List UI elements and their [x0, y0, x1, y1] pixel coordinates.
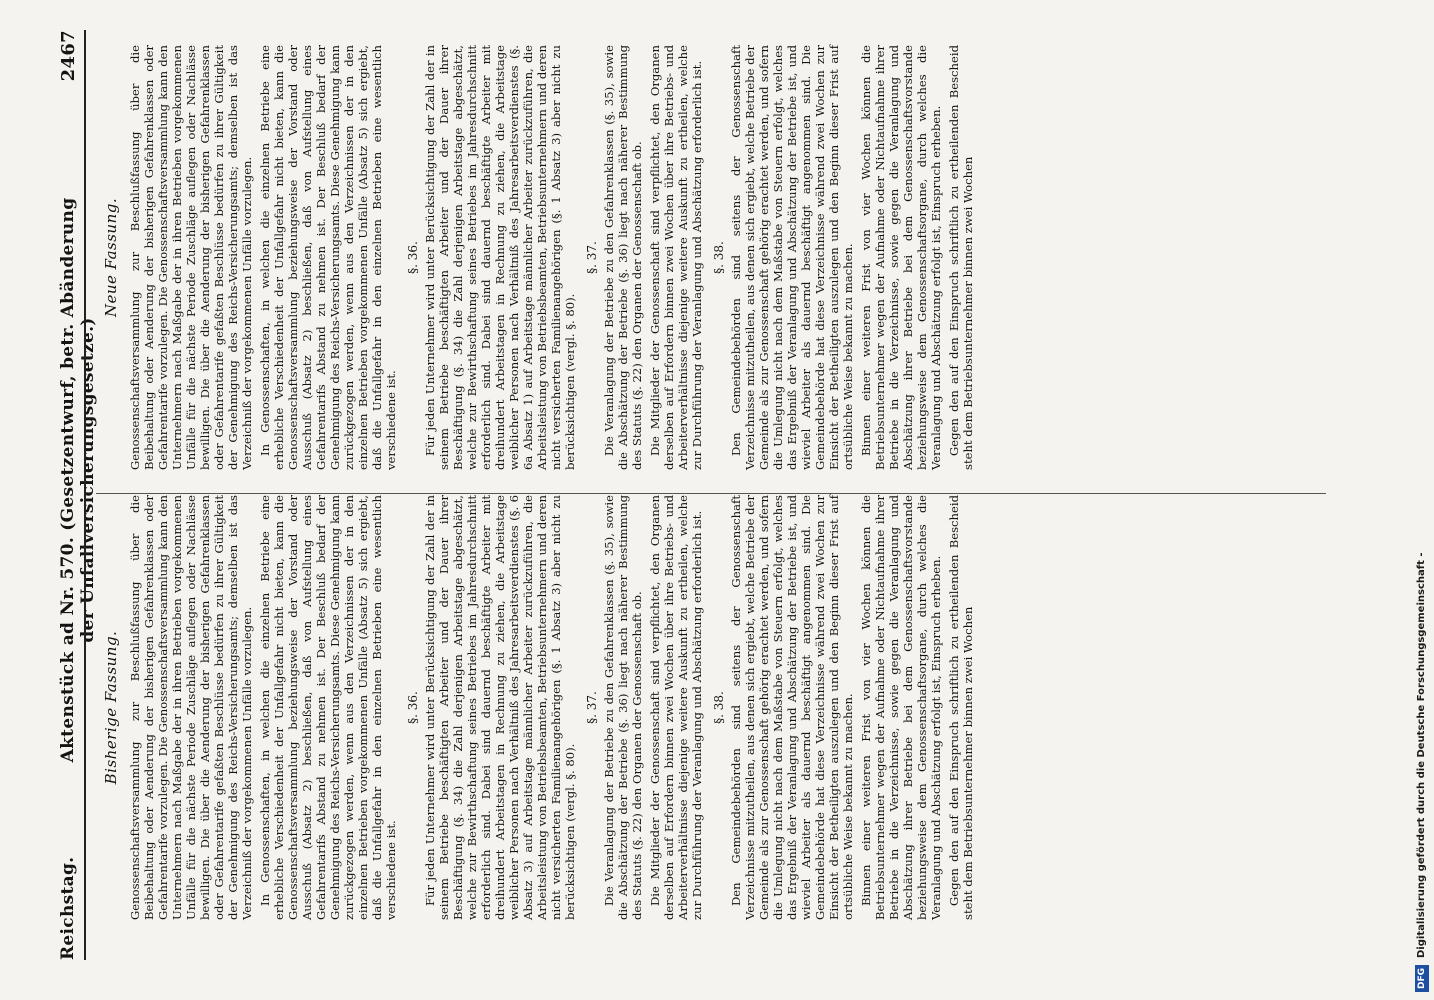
column-heading: Neue Fassung. — [102, 197, 120, 318]
column-bisherige-fassung — [96, 495, 979, 920]
section-heading: §. 38. — [712, 241, 726, 274]
paragraph: Gegen den auf den Einspruch schriftlich zu ertheilenden Bescheid steht dem Betriebsunternehmer binnen zwei Wochen — [947, 45, 975, 470]
dfg-logo: DFG — [1415, 965, 1429, 992]
column-divider — [96, 493, 1326, 494]
paragraph: Binnen einer weiteren Frist von vier Wochen können die Betriebsunternehmer wegen der Aufnahme oder Nichtaufnahme ihrer Betriebe in die Verzeichnisse, sowie gegen die Veranlagung und Abschätzung ihrer Betriebe bei dem Genossenschaftsvorstande beziehungsweise dem Genossenschaftsorgane, durch welches die Veranlagung und Abschätzung erfolgt ist, Einspruch erheben. — [859, 45, 943, 470]
header-title: Aktenstück ad Nr. 570. (Gesetzentwurf, betr. Abänderung der Unfallversicherungsgesetze.) — [58, 197, 98, 763]
digitization-credit-strip — [1405, 0, 1434, 1000]
paragraph: Die Veranlagung der Betriebe zu den Gefahrenklassen (§. 35), sowie die Abschätzung der Betriebe (§. 36) liegt nach näherer Bestimmung des Statuts (§. 22) den Organen der Genossenschaft ob. — [602, 45, 644, 470]
paragraph: Für jeden Unternehmer wird unter Berücksichtigung der Zahl der in seinem Betriebe beschäftigten Arbeiter und der Dauer ihrer Beschäftigung (§. 34) die Zahl derjenigen Arbeitstage abgeschätzt, welche zur Bewirthschaftung seines Betriebes im Jahresdurchschnitt erforderlich sind. Dabei sind dauernd beschäftigte Arbeiter mit dreihundert Arbeitstagen in Rechnung zu ziehen, die Arbeitstage weiblicher Personen nach Verhältniß des Jahresarbeitsverdienstes (§. 6 Absatz 3) auf Arbeitstage männlicher Arbeiter zurückzuführen, die Arbeitsleistung von Betriebsbeamten, Betriebsunternehmern und deren nicht versicherten Familienangehörigen (§. 1 Absatz 3) aber nicht zu berücksichtigen (vergl. §. 80). — [423, 495, 577, 920]
section-heading: §. 36. — [406, 241, 420, 274]
paragraph: Für jeden Unternehmer wird unter Berücksichtigung der Zahl der in seinem Betriebe beschäftigten Arbeiter und der Dauer ihrer Beschäftigung (§. 34) die Zahl derjenigen Arbeitstage abgeschätzt, welche zur Bewirthschaftung seines Betriebes im Jahresdurchschnitt erforderlich sind. Dabei sind dauernd beschäftigte Arbeiter mit dreihundert Arbeitstagen in Rechnung zu ziehen, die Arbeitstage weiblicher Personen nach Verhältniß des Jahresarbeitsverdienstes (§. 6a Absatz 1) auf Arbeitstage männlicher Arbeiter zurückzuführen, die Arbeitsleistung von Betriebsbeamten, Betriebsunternehmern und deren nicht versicherten Familienangehörigen (§. 1 Absatz 3) aber nicht zu berücksichtigen (vergl. §. 80). — [423, 45, 577, 470]
column-heading: Bisherige Fassung. — [102, 630, 120, 785]
paragraph: Den Gemeindebehörden sind seitens der Genossenschaft Verzeichnisse mitzutheilen, aus denen sich ergiebt, welche Betriebe der Gemeinde als zur Genossenschaft gehörig erachtet werden, und sofern die Umlegung nicht nach dem Maßstabe von Steuern erfolgt, welches das Ergebniß der Veranlagung und Abschätzung der Betriebe ist, und wieviel Arbeiter als dauernd beschäftigt angenommen sind. Die Gemeindebehörde hat diese Verzeichnisse während zwei Wochen zur Einsicht der Betheiligten auszulegen und den Beginn dieser Frist auf ortsübliche Weise bekannt zu machen. — [729, 495, 855, 920]
digitization-credit — [1411, 0, 1433, 1000]
section-heading: §. 38. — [712, 691, 726, 724]
header-rule — [84, 30, 86, 960]
paragraph: In Genossenschaften, in welchen die einzelnen Betriebe eine erhebliche Verschiedenheit der Unfallgefahr nicht bieten, kann die Genossenschaftsversammlung beziehungsweise der Vorstand oder Ausschuß (Absatz 2) beschließen, daß von Aufstellung eines Gefahrentarifs Abstand zu nehmen ist. Der Beschluß bedarf der Genehmigung des Reichs-Versicherungsamts. Diese Genehmigung kann zurückgezogen werden, wenn aus den Verzeichnissen der in den einzelnen Betrieben vorgekommenen Unfälle (Absatz 5) sich ergiebt, daß die Unfallgefahr in den einzelnen Betrieben eine wesentlich verschiedene ist. — [258, 495, 398, 920]
section-heading: §. 36. — [406, 691, 420, 724]
header-left: Reichstag. — [58, 856, 78, 960]
paragraph: Die Mitglieder der Genossenschaft sind verpflichtet, den Organen derselben auf Erfordern binnen zwei Wochen über ihre Betriebs- und Arbeiterverhältnisse diejenige weitere Auskunft zu ertheilen, welche zur Durchführung der Veranlagung und Abschätzung erforderlich ist. — [648, 45, 704, 470]
section-heading: §. 37. — [585, 691, 599, 724]
paragraph: Die Mitglieder der Genossenschaft sind verpflichtet, den Organen derselben auf Erfordern binnen zwei Wochen über ihre Betriebs- und Arbeiterverhältnisse diejenige weitere Auskunft zu ertheilen, welche zur Durchführung der Veranlagung und Abschätzung erforderlich ist. — [648, 495, 704, 920]
section-heading: §. 37. — [585, 241, 599, 274]
paragraph: Genossenschaftsversammlung zur Beschlußfassung über die Beibehaltung oder Aenderung der bisherigen Gefahrenklassen oder Gefahrentarife vorzulegen. Die Genossenschaftsversammlung kann den Unternehmern nach Maßgabe der in ihren Betrieben vorgekommenen Unfälle für die nächste Periode Zuschläge auflegen oder Nachlässe bewilligen. Die über die Aenderung der bisherigen Gefahrenklassen oder Gefahrentarife gefaßten Beschlüsse bedürfen zu ihrer Gültigkeit der Genehmigung des Reichs-Versicherungsamts; demselben ist das Verzeichniß der vorgekommenen Unfälle vorzulegen. — [128, 495, 254, 920]
credit-text: Digitalisierung gefördert durch die Deutsche Forschungsgemeinschaft - — [1416, 552, 1427, 958]
paragraph: Genossenschaftsversammlung zur Beschlußfassung über die Beibehaltung oder Aenderung der bisherigen Gefahrenklassen oder Gefahrentarife vorzulegen. Die Genossenschaftsversammlung kann den Unternehmern nach Maßgabe der in ihren Betrieben vorgekommenen Unfälle für die nächste Periode Zuschläge auflegen oder Nachlässe bewilligen. Die über die Aenderung der bisherigen Gefahrenklassen oder Gefahrentarife gefaßten Beschlüsse bedürfen zu ihrer Gültigkeit der Genehmigung des Reichs-Versicherungsamts; demselben ist das Verzeichniß der vorgekommenen Unfälle vorzulegen. — [128, 45, 254, 470]
column-neue-fassung — [96, 45, 979, 470]
page-number: 2467 — [58, 30, 79, 82]
paragraph: Die Veranlagung der Betriebe zu den Gefahrenklassen (§. 35), sowie die Abschätzung der Betriebe (§. 36) liegt nach näherer Bestimmung des Statuts (§. 22) den Organen der Genossenschaft ob. — [602, 495, 644, 920]
paragraph: Den Gemeindebehörden sind seitens der Genossenschaft Verzeichnisse mitzutheilen, aus denen sich ergiebt, welche Betriebe der Gemeinde als zur Genossenschaft gehörig erachtet werden, und sofern die Umlegung nicht nach dem Maßstabe von Steuern erfolgt, welches das Ergebniß der Veranlagung und Abschätzung der Betriebe ist, und wieviel Arbeiter als dauernd beschäftigt angenommen sind. Die Gemeindebehörde hat diese Verzeichnisse während zwei Wochen zur Einsicht der Betheiligten auszulegen und den Beginn dieser Frist auf ortsübliche Weise bekannt zu machen. — [729, 45, 855, 470]
paragraph: In Genossenschaften, in welchen die einzelnen Betriebe eine erhebliche Verschiedenheit der Unfallgefahr nicht bieten, kann die Genossenschaftsversammlung beziehungsweise der Vorstand oder Ausschuß (Absatz 2) beschließen, daß von Aufstellung eines Gefahrentarifs Abstand zu nehmen ist. Der Beschluß bedarf der Genehmigung des Reichs-Versicherungsamts. Diese Genehmigung kann zurückgezogen werden, wenn aus den Verzeichnissen der in den einzelnen Betrieben vorgekommenen Unfälle (Absatz 5) sich ergiebt, daß die Unfallgefahr in den einzelnen Betrieben eine wesentlich verschiedene ist. — [258, 45, 398, 470]
paragraph: Gegen den auf den Einspruch schriftlich zu ertheilenden Bescheid steht dem Betriebsunternehmer binnen zwei Wochen — [947, 495, 975, 920]
paragraph: Binnen einer weiteren Frist von vier Wochen können die Betriebsunternehmer wegen der Aufnahme oder Nichtaufnahme ihrer Betriebe in die Verzeichnisse, sowie gegen die Veranlagung und Abschätzung ihrer Betriebe bei dem Genossenschaftsvorstande beziehungsweise dem Genossenschaftsorgane, durch welches die Veranlagung und Abschätzung erfolgt ist, Einspruch erheben. — [859, 495, 943, 920]
